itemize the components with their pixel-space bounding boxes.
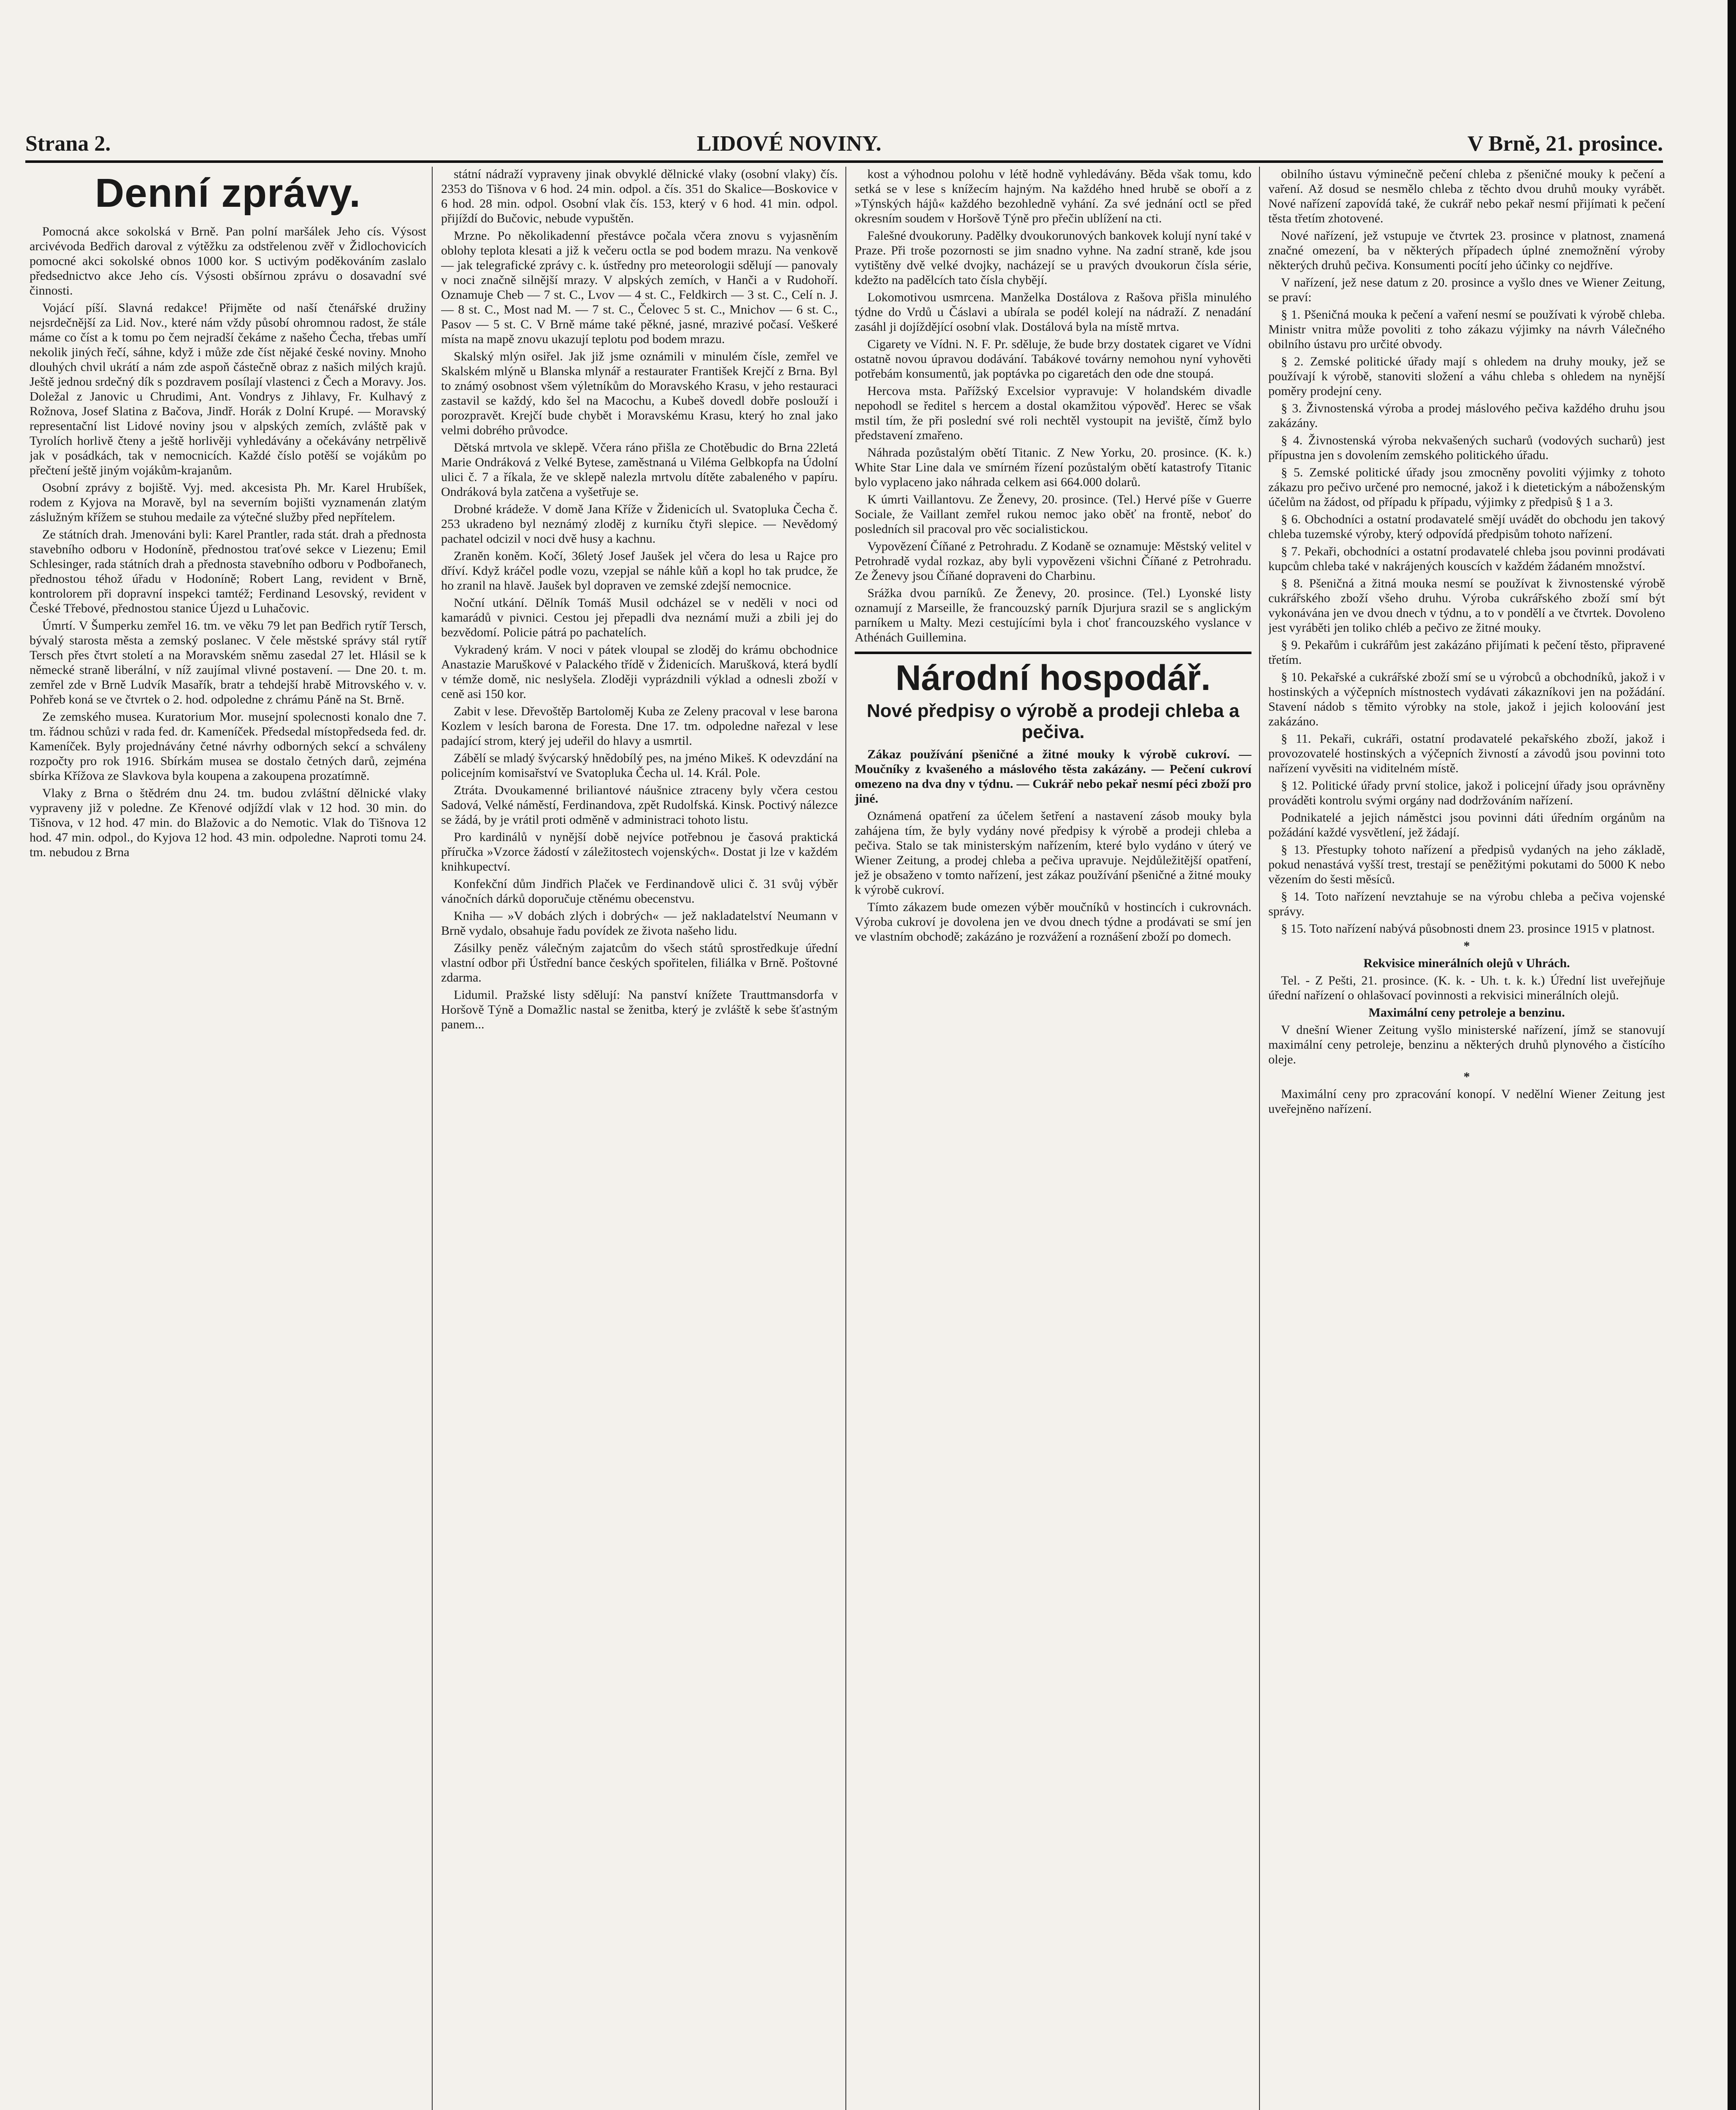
column-divider xyxy=(1259,167,1260,2110)
article: § 10. Pekařské a cukrářské zboží smí se u výrobců a obchodníků, jakož i v hostinských a výčepních místnostech vydávati zákazníkovi jen na požádání. Stavení nádob s těmito výrobky na stole, jakož i jejich koloování jest zakázáno. xyxy=(1268,670,1665,728)
column-divider xyxy=(432,167,433,2110)
article: Pro kardinálů v nynější době nejvíce potřebnou je časová praktická příručka »Vzorce žádostí v záležitostech vojenských«. Dostat ji lze v každém knihkupectví. xyxy=(441,830,838,874)
page-number: Strana 2. xyxy=(25,132,111,156)
article: V dnešní Wiener Zeitung vyšlo ministerské nařízení, jímž se stanovují maximální ceny petroleje, benzinu a některých druhů plynového a čistícího oleje. xyxy=(1268,1023,1665,1066)
article: § 8. Pšeničná a žitná mouka nesmí se používat k živnostenské výrobě cukrářského zboží všeho druhu. Výroba cukrářského zboží smí být vykonávána jen ve dvou dnech v týdnu, a to v pondělí a ve čtvrtek. Dovoleno jest vyráběti jen toliko chléb a pečivo ze žitné mouky. xyxy=(1268,576,1665,635)
article: Vykradený krám. V noci v pátek vloupal se zloděj do krámu obchodnice Anastazie Maruškové v Palackého třídě v Židenicích. Marušková, která bydlí v témže domě, nic neslyšela. Zloději vyprázdnili výklad a odnesli zboží v ceně asi 150 kor. xyxy=(441,643,838,701)
article: Zásilky peněz válečným zajatcům do všech států sprostředkuje úřední vlastní odbor při Ústřední bance českých spořitelen, filiálka v Brně. Poštovné zdarma. xyxy=(441,941,838,985)
article: Podnikatelé a jejich náměstci jsou povinni dáti úředním orgánům na požádání každé vysvětlení, jež žádají. xyxy=(1268,811,1665,839)
article: § 6. Obchodníci a ostatní prodavatelé smějí uvádět do obchodu jen takový chleba tuzemské výroby, který odpovídá předpisům tohoto nařízení. xyxy=(1268,512,1665,541)
article: Cigarety ve Vídni. N. F. Pr. sděluje, že bude brzy dostatek cigaret ve Vídni ostatně novou úpravou dodávání. Tabákové továrny nemohou nyní vyhověti potřebám konsumentů, jak poptávka po cigaretách den ode dne stoupá. xyxy=(855,337,1251,381)
article: Úmrtí. V Šumperku zemřel 16. tm. ve věku 79 let pan Bedřich rytíř Tersch, bývalý starosta města a zemský poslanec. V čele městské správy stál rytíř Tersch přes čtvrt století a na Moravském sněmu zasedal 27 let. Hlásil se k německé straně liberální, v níž zaujímal vlivné postavení. — Dne 20. t. m. zemřel zde v Brně Ludvík Masařík, bratr a tehdejší hrabě Mitrovského v. v. Pohřeb koná se ve čtvrtek o 2. hod. odpoledne z chrámu Páně na St. Brně. xyxy=(30,619,426,706)
article: § 13. Přestupky tohoto nařízení a předpisů vydaných na jeho základě, pokud nenastává vyšší trest, trestají se peněžitými pokutami do 5000 K nebo vězením do šesti měsíců. xyxy=(1268,843,1665,886)
article: Osobní zprávy z bojiště. Vyj. med. akcesista Ph. Mr. Karel Hrubíšek, rodem z Kyjova na Moravě, byl na severním bojišti vyznamenán zlatým záslužným křížem se stuhou medaile za výtečné služby před nepřítelem. xyxy=(30,481,426,524)
article: Pomocná akce sokolská v Brně. Pan polní maršálek Jeho cís. Výsost arcivévoda Bedřich daroval z výtěžku za odstřelenou zvěř v Židlochovicích pomocné akci sokolské obnos 1000 kor. S uctivým poděkováním zaslalo předsednictvo akce Jeho cís. Výsosti obšírnou zprávu o dosavadní své činnosti. xyxy=(30,225,426,298)
article: Hercova msta. Pařížský Excelsior vypravuje: V holandském divadle nepohodl se ředitel s hercem a dostal okamžitou výpověď. Herec se však mstil tím, že při poslední své roli nechtěl vystoupit na jeviště, čímž bylo představení zmařeno. xyxy=(855,384,1251,442)
article: § 5. Zemské politické úřady jsou zmocněny povoliti výjimky z tohoto zákazu pro pečivo určené pro nemocné, jakož i k dietetickým a náboženským účelům na žádost, od případu k případu, výjimky z předpisů § 1 a 3. xyxy=(1268,465,1665,509)
article: K úmrti Vaillantovu. Ze Ženevy, 20. prosince. (Tel.) Hervé píše v Guerre Sociale, že Vaillant zemřel rukou nemoc jako oběť na frontě, neboť do posledních sil pracoval pro věc socialistickou. xyxy=(855,492,1251,536)
article: Konfekční dům Jindřich Plaček ve Ferdinandově ulici č. 31 svůj výběr vánočních dárků doporučuje ctěnému obecenstvu. xyxy=(441,877,838,906)
article: Ze zemského musea. Kuratorium Mor. musejní spolecnosti konalo dne 7. tm. řádnou schůzi v rada fed. dr. Kameníček. Předsedal místopředseda fed. dr. Kameníček. Byly projednávány četné návrhy odborných sekcí a schváleny rozpočty pro rok 1916. Sbírkám musea se dostalo četných darů, zejména sbírka Křížova ze Slavkova byla koupena a zakoupena prozatímně. xyxy=(30,710,426,783)
separator-star: * xyxy=(1463,939,1470,953)
article: Ze státních drah. Jmenováni byli: Karel Prantler, rada stát. drah a přednosta stavebního odboru v Hodoníně, přednostou traťové sekce v Liezenu; Emil Schlesinger, rada státních drah a přednosta stavebního odboru v Podbořanech, přednostou téhož úřadu v Hodoníně; Robert Lang, revident v Brně, kontrolorem při dopravní inspekci tamtéž; Ferdinand Lesovský, revident v České Třebové, přednostou stanice Újezd u Luhačovic. xyxy=(30,528,426,615)
column-4 xyxy=(1268,167,1665,2110)
section-title: Národní hospodář. xyxy=(855,652,1251,698)
page-edge xyxy=(1728,0,1736,2110)
header-rule xyxy=(25,160,1663,163)
article: Nové nařízení, jež vstupuje ve čtvrtek 23. prosince v platnost, znamená značné omezení, ba v některých případech úplné znemožnění výroby některých druhů pečiva. Konsumenti pocítí jeho účinky co nejdříve. xyxy=(1268,229,1665,272)
article: státní nádraží vypraveny jinak obvyklé dělnické vlaky (osobní vlaky) čís. 2353 do Tišnova v 6 hod. 24 min. odpol. a čís. 351 do Skalice—Boskovice v 6 hod. 28 min. odpol. Osobní vlak čís. 153, který v 6 hod. 41 min. odpol. přijíždí do Bučovic, nebude vypuštěn. xyxy=(441,167,838,225)
article: § 2. Zemské politické úřady mají s ohledem na druhy mouky, jež se používají k výrobě, stanoviti složení a váhu chleba s ohledem na nynější poměry prodejní ceny. xyxy=(1268,354,1665,398)
article: Noční utkání. Dělník Tomáš Musil odcházel se v neděli v noci od kamarádů v pivnici. Cestou jej přepadli dva neznámí muži a zbili jej do bezvědomí. Policie pátrá po pachatelích. xyxy=(441,596,838,639)
article: Drobné krádeže. V domě Jana Kříže v Židenicích ul. Svatopluka Čecha č. 253 ukradeno byl neznámý zloděj z kurníku čtyři slepice. — Nevědomý pachatel odcizil v noci dvě husy a kachnu. xyxy=(441,502,838,546)
article: Zábělí se mladý švýcarský hnědobílý pes, na jméno Mikeš. K odevzdání na policejním komisařství ve Svatopluka Čecha ul. 14. Král. Pole. xyxy=(441,751,838,780)
article-lead: Zákaz používání pšeničné a žitné mouky k výrobě cukroví. — Moučníky z kvašeného a máslového těsta zakázány. — Pečení cukroví omezeno na dva dny v týdnu. — Cukrář nebo pekař nesmí péci zboží pro jiné. xyxy=(855,747,1251,806)
article: Maximální ceny pro zpracování konopí. V nedělní Wiener Zeitung jest uveřejněno nařízení. xyxy=(1268,1087,1665,1116)
article: V nařízení, jež nese datum z 20. prosince a vyšlo dnes ve Wiener Zeitung, se praví: xyxy=(1268,276,1665,304)
article: § 14. Toto nařízení nevztahuje se na výrobu chleba a pečiva vojenské správy. xyxy=(1268,890,1665,918)
article: § 7. Pekaři, obchodníci a ostatní prodavatelé chleba jsou povinni prodávati kupcům chleba také v nakrájených kouscích v každém žádaném množství. xyxy=(1268,544,1665,573)
article: Vlaky z Brna o štědrém dnu 24. tm. budou zvláštní dělnické vlaky vypraveny již v poledne. Ze Křenové odjíždí vlak v 12 hod. 30 min. do Tišnova, v 12 hod. 47 min. do Blažovic a do Nemotic. Vlak do Tišnova 12 hod. 47 min. odpol., do Kyjova 12 hod. 43 min. odpoledne. Naproti tomu 24. tm. nebudou z Brna xyxy=(30,786,426,859)
article: Skalský mlýn osiřel. Jak již jsme oznámili v minulém čísle, zemřel ve Skalském mlýně u Blanska mlynář a restaurater František Krejčí z Brna. Byl to známý osobnost všem výletníkům do Moravského Krasu, v jeho restauraci zastavil se každý, kdo šel na Macochu, a Kubeš dovedl dobře poslouží i porozpravět. Krejčí bude chybět i Moravskému Krasu, který ho znal jako velmi dobrého průvodce. xyxy=(441,349,838,437)
article: Kniha — »V dobách zlých i dobrých« — jež nakladatelství Neumann v Brně vydalo, obsahuje řadu povídek ze života našeho lidu. xyxy=(441,909,838,938)
article: Dětská mrtvola ve sklepě. Včera ráno přišla ze Chotěbudic do Brna 22letá Marie Ondráková z Velké Bytese, zaměstnaná u Viléma Gelbkopfa na Údolní ulici č. 7 a říkala, že ve sklepě nalezla mrtvolu dítěte zabaleného v papíru. Ondráková byla zatčena a vyšetřuje se. xyxy=(441,441,838,499)
article: kost a výhodnou polohu v létě hodně vyhledávány. Běda však tomu, kdo setká se v lese s knížecím hajným. Na každého hned hrubě se oboří a z »Týnských hájů« každého bezohledně vyhání. Za své jednání octl se před okresním soudem v Horšově Týně pro přečin ublížení na cti. xyxy=(855,167,1251,225)
column-2 xyxy=(441,167,838,2110)
article-headline: Maximální ceny petroleje a benzinu. xyxy=(1368,1006,1565,1020)
article: § 15. Toto nařízení nabývá působnosti dnem 23. prosince 1915 v platnost. xyxy=(1281,922,1655,936)
article-headline: Rekvisice minerálních olejů v Uhrách. xyxy=(1363,956,1570,970)
article: Srážka dvou parníků. Ze Ženevy, 20. prosince. (Tel.) Lyonské listy oznamují z Marseille, že francouzský parník Djurjura srazil se s anglickým parníkem u Malty. Mezi cestujícími byla i choť francouzského vyslance v Athénách Guillemina. xyxy=(855,586,1251,644)
article: § 9. Pekařům i cukrářům jest zakázáno přijímati k pečení těsto, připravené třetím. xyxy=(1268,638,1665,667)
column-divider xyxy=(845,167,846,2110)
page-header xyxy=(25,122,1663,156)
section-title: Denní zprávy. xyxy=(95,170,361,216)
article: Oznámená opatření za účelem šetření a nastavení zásob mouky byla zahájena tím, že byly vydány nové předpisy k výrobě a prodeji chleba a pečiva. Stalo se tak ministerským nařízením, které bylo vydáno v úterý ve Wiener Zeitung, a prodej chleba a pečiva upravuje. Nejdůležitější opatření, jež je obsaženo v tomto nařízení, jest zákaz používání pšeničné a žitné mouky k výrobě cukroví. xyxy=(855,809,1251,897)
article: Vojácí píší. Slavná redakce! Přijměte od naší čtenářské družiny nejsrdečnější za Lid. Nov., které nám vždy působí ohromnou radost, že stále máme co číst a k tomu po čem nejradší čekáme z našeho Čecha, třebas umří nekolik jiných řečí, sáhne, když i může zde číst nějaké české noviny. Mnoho dlouhých chvil ukrátí a nám zde aspoň částečně obraz z našich milých krajů. Ještě jednou srdečný dík s pozdravem posílají vlastenci z Čech a Moravy. Jos. Doležal z Janovic u Chrudimi, Ant. Vondrys z Jihlavy, Fr. Kulhavý z Rožnova, Josef Slatina z Bačova, Jindř. Horák z Dolní Krupé. — Moravský representační list Lidové noviny jsou v alpských zemích, zvláště pak v Tyrolích horlivě čteny a ještě horlivěji vyhledávány a očekávány netrpělivě jak v posádkách, tak v nemocnicích. Každé číslo potěší se vojákům po přečtení ještě jiným vojákům-krajanům. xyxy=(30,301,426,477)
article: Tel. - Z Pešti, 21. prosince. (K. k. - Uh. t. k. k.) Úřední list uveřejňuje úřední nařízení o ohlašovací povinnosti a rekvisici minerálních olejů. xyxy=(1268,974,1665,1002)
column-1 xyxy=(30,167,426,2110)
article: Zabit v lese. Dřevoštěp Bartoloměj Kuba ze Zeleny pracoval v lese barona Kozlem v lesích barona de Foresta. Dne 17. tm. odpoledne nařezal v lese padající strom, který jej udeřil do hlavy a usmrtil. xyxy=(441,704,838,748)
separator-star: * xyxy=(1463,1070,1470,1084)
masthead: LIDOVÉ NOVINY. xyxy=(696,132,882,156)
article: § 3. Živnostenská výroba a prodej máslového pečiva každého druhu jsou zakázány. xyxy=(1268,401,1665,430)
article: Vypovězení Číňané z Petrohradu. Z Kodaně se oznamuje: Městský velitel v Petrohradě vydal rozkaz, aby byli vypovězeni všichni Číňané z Petrohradu. Ze Ženevy jsou Číňané dopraveni do Charbinu. xyxy=(855,539,1251,583)
article: Mrzne. Po několikadenní přestávce počala včera znovu s vyjasněním oblohy teplota klesati a již k večeru octla se pod bodem mrazu. Na venkově — jak telegrafické zprávy c. k. ústředny pro meteorologii sdělují — panovaly v noci značně silnější mrazy. V alpských zemích, v Hanči a v Rudohoří. Oznamuje Cheb — 7 st. C., Lvov — 4 st. C., Feldkirch — 3 st. C., Celí n. J. — 8 st. C., Most nad M. — 7 st. C., Čelovec 5 st. C., Mnichov — 6 st. C., Pasov — 5 st. C. V Brně máme také pěkné, jasné, mrazivé počasí. Veškeré místa na mapě znovu ukazují teplotu pod bodem mrazu. xyxy=(441,229,838,346)
article: § 1. Pšeničná mouka k pečení a vaření nesmí se používati k výrobě chleba. Ministr vnitra může povoliti z toho zákazu výjimky na návrh Válečného obilního ústavu pro určité obvody. xyxy=(1268,308,1665,351)
article: Zraněn koněm. Kočí, 36letý Josef Jaušek jel včera do lesa u Rajce pro dříví. Když kráčel podle vozu, vzepjal se náhle kůň a kopl ho tak prudce, že ho zranil na hlavě. Jaušek byl dopraven ve zemské zdejší nemocnice. xyxy=(441,549,838,592)
article: Lidumil. Pražské listy sdělují: Na panství knížete Trauttmansdorfa v Horšově Týně a Domažlic nastal se ženitba, který je zvláště k sebe šťastným panem... xyxy=(441,988,838,1031)
article: Falešné dvoukoruny. Padělky dvoukorunových bankovek kolují nyní také v Praze. Při troše pozornosti se jim snadno vyhne. Na zadní straně, kde jsou vytištěny dvě velké dvojky, nacházejí se u pravých dvoukorun čísla série, kdežto na padělcích tato čísla chybějí. xyxy=(855,229,1251,287)
place-date: V Brně, 21. prosince. xyxy=(1467,132,1663,156)
article: Tímto zákazem bude omezen výběr moučníků v hostincích i cukrovnách. Výroba cukroví je dovolena jen ve dvou dnech týdne a prodávati se smí jen ve vlastním obchodě; zakázáno je rozvážení a roznášení zboží po domech. xyxy=(855,900,1251,944)
article: Lokomotivou usmrcena. Manželka Dostálova z Rašova přišla minulého týdne do Vrdů u Čáslavi a ubírala se podél kolejí na nádraží. Z nenadání zasáhl ji dojíždějící osobní vlak. Dostálová byla na místě mrtva. xyxy=(855,290,1251,334)
article: Ztráta. Dvoukamenné briliantové náušnice ztraceny byly včera cestou Sadová, Velké náměstí, Ferdinandova, zpět Rudolfská. Kinsk. Poctivý nálezce se žádá, by je vrátil proti odměně v administraci tohoto listu. xyxy=(441,783,838,827)
article: § 11. Pekaři, cukráři, ostatní prodavatelé pekařského zboží, jakož i provozovatelé hostinských a výčepních živností a závodů jsou povinni toto nařízení vyvěsiti na viditelném místě. xyxy=(1268,732,1665,775)
article: § 12. Politické úřady první stolice, jakož i policejní úřady jsou oprávněny prováděti kontrolu svými orgány nad dodržováním nařízení. xyxy=(1268,779,1665,807)
article: Náhrada pozůstalým obětí Titanic. Z New Yorku, 20. prosince. (K. k.) White Star Line dala ve smírném řízení pozůstalým obětí katastrofy Titanic bylo vyplaceno jako náhrada celkem asi 664.000 dolarů. xyxy=(855,446,1251,489)
article: obilního ústavu výminečně pečení chleba z pšeničné mouky k pečení a vaření. Až dosud se nesmělo chleba z těchto dvou druhů mouky vyrábět. Nové nařízení zapovídá také, že cukrář nebo pekař nesmí přijímati k pečení těsta třetím zhotovené. xyxy=(1268,167,1665,225)
column-3 xyxy=(855,167,1251,2110)
article-headline: Nové předpisy o výrobě a prodeji chleba a pečiva. xyxy=(867,701,1240,742)
article: § 4. Živnostenská výroba nekvašených sucharů (vodových sucharů) jest přípustna jen s dovolením zemského politického úřadu. xyxy=(1268,433,1665,462)
